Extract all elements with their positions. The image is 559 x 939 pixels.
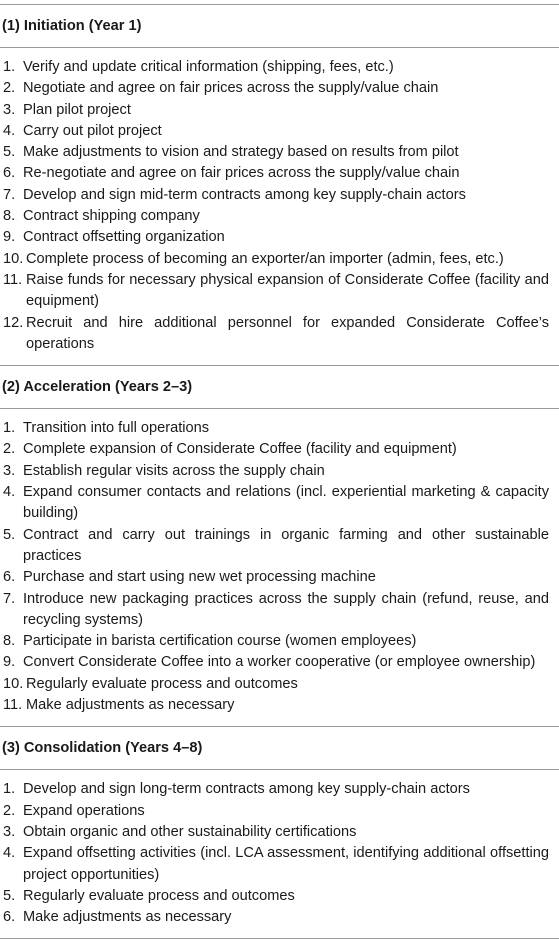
list-item bbox=[0, 121, 559, 142]
item-text: Develop and sign long-term contracts among key supply-chain actors bbox=[23, 781, 470, 798]
item-text: Complete expansion of Considerate Coffee (facility and equipment) bbox=[23, 441, 457, 458]
item-number: 9. bbox=[3, 229, 16, 246]
item-text: Convert Considerate Coffee into a worker cooperative (or employee ownership) bbox=[23, 654, 536, 671]
item-text: Purchase and start using new wet processing machine bbox=[23, 569, 376, 586]
list-item bbox=[0, 631, 559, 652]
section-title: (3) Consolidation (Years 4–8) bbox=[2, 740, 203, 757]
item-text: Make adjustments as necessary bbox=[23, 909, 232, 926]
list-item bbox=[0, 270, 559, 313]
item-number: 10. bbox=[3, 675, 24, 692]
section-title: (1) Initiation (Year 1) bbox=[2, 18, 142, 34]
item-text: Regularly evaluate process and outcomes bbox=[26, 675, 298, 692]
item-text: Obtain organic and other sustainability certifications bbox=[23, 823, 357, 840]
list-item bbox=[0, 886, 559, 907]
item-number: 2. bbox=[3, 802, 16, 819]
item-number: 6. bbox=[3, 165, 16, 182]
section-item-list bbox=[0, 409, 559, 726]
list-item bbox=[0, 185, 559, 206]
item-text: Participate in barista certification course (women employees) bbox=[23, 633, 417, 650]
item-text: Verify and update critical information (shipping, fees, etc.) bbox=[23, 59, 394, 75]
item-text: Make adjustments as necessary bbox=[26, 697, 235, 714]
item-number: 8. bbox=[3, 208, 16, 225]
item-text: Re-negotiate and agree on fair prices across the supply/value chain bbox=[23, 165, 460, 182]
item-number: 4. bbox=[3, 845, 16, 862]
item-number: 2. bbox=[3, 441, 16, 458]
list-item bbox=[0, 779, 559, 800]
section-item-list bbox=[0, 48, 559, 365]
item-number: 3. bbox=[3, 101, 16, 118]
item-text: Expand operations bbox=[23, 802, 145, 819]
item-text: Introduce new packaging practices across the supply chain (refund, reuse, and recycling systems) bbox=[23, 590, 549, 628]
list-item bbox=[0, 461, 559, 482]
item-number: 8. bbox=[3, 633, 16, 650]
item-number: 12. bbox=[3, 314, 24, 331]
list-item bbox=[0, 652, 559, 673]
item-number: 5. bbox=[3, 887, 16, 904]
item-text: Transition into full operations bbox=[23, 420, 210, 437]
item-number: 1. bbox=[3, 59, 16, 75]
item-text: Establish regular visits across the supply chain bbox=[23, 462, 325, 479]
item-number: 3. bbox=[3, 462, 16, 479]
item-number: 3. bbox=[3, 823, 16, 840]
item-text: Complete process of becoming an exporter/an importer (admin, fees, etc.) bbox=[26, 250, 504, 267]
list-item bbox=[0, 907, 559, 928]
item-number: 7. bbox=[3, 186, 16, 203]
item-number: 11. bbox=[3, 697, 23, 714]
item-number: 5. bbox=[3, 144, 16, 161]
list-item bbox=[0, 482, 559, 525]
list-item bbox=[0, 227, 559, 248]
section-title: (2) Acceleration (Years 2–3) bbox=[2, 379, 193, 396]
item-number: 1. bbox=[3, 781, 16, 798]
list-item bbox=[0, 567, 559, 588]
list-item bbox=[0, 843, 559, 886]
item-text: Make adjustments to vision and strategy based on results from pilot bbox=[23, 144, 459, 161]
item-text: Develop and sign mid-term contracts among key supply-chain actors bbox=[23, 186, 466, 203]
list-item bbox=[0, 57, 559, 78]
item-text: Contract and carry out trainings in organic farming and other sustainable practices bbox=[23, 526, 549, 564]
list-item bbox=[0, 439, 559, 460]
list-item bbox=[0, 100, 559, 121]
item-number: 11. bbox=[3, 271, 23, 288]
item-number: 1. bbox=[3, 420, 16, 437]
item-text: Contract offsetting organization bbox=[23, 229, 225, 246]
list-item bbox=[0, 418, 559, 439]
list-item bbox=[0, 313, 559, 356]
list-item bbox=[0, 674, 559, 695]
item-text: Recruit and hire additional personnel for expanded Considerate Coffee’s operations bbox=[26, 314, 549, 352]
item-text: Regularly evaluate process and outcomes bbox=[23, 887, 295, 904]
item-number: 10. bbox=[3, 250, 24, 267]
item-number: 6. bbox=[3, 909, 16, 926]
list-item bbox=[0, 589, 559, 632]
list-item bbox=[0, 78, 559, 99]
section-item-list bbox=[0, 770, 559, 938]
item-number: 6. bbox=[3, 569, 16, 586]
item-text: Contract shipping company bbox=[23, 208, 200, 225]
list-item bbox=[0, 525, 559, 568]
item-text: Carry out pilot project bbox=[23, 122, 162, 139]
list-item bbox=[0, 801, 559, 822]
item-number: 4. bbox=[3, 122, 16, 139]
item-number: 5. bbox=[3, 526, 16, 543]
list-item bbox=[0, 249, 559, 270]
list-item bbox=[0, 163, 559, 184]
item-text: Negotiate and agree on fair prices across the supply/value chain bbox=[23, 80, 439, 97]
item-number: 2. bbox=[3, 80, 16, 97]
list-item bbox=[0, 822, 559, 843]
item-text: Plan pilot project bbox=[23, 101, 131, 118]
item-number: 4. bbox=[3, 484, 16, 501]
item-number: 7. bbox=[3, 590, 16, 607]
item-text: Raise funds for necessary physical expansion of Considerate Coffee (facility and equipment) bbox=[26, 271, 549, 310]
item-text: Expand consumer contacts and relations (incl. experiential marketing & capacity building) bbox=[23, 484, 549, 522]
list-item bbox=[0, 142, 559, 163]
item-number: 9. bbox=[3, 654, 16, 671]
item-text: Expand offsetting activities (incl. LCA assessment, identifying additional offsetting project opportunities) bbox=[23, 845, 549, 883]
list-item bbox=[0, 206, 559, 227]
list-item bbox=[0, 695, 559, 716]
